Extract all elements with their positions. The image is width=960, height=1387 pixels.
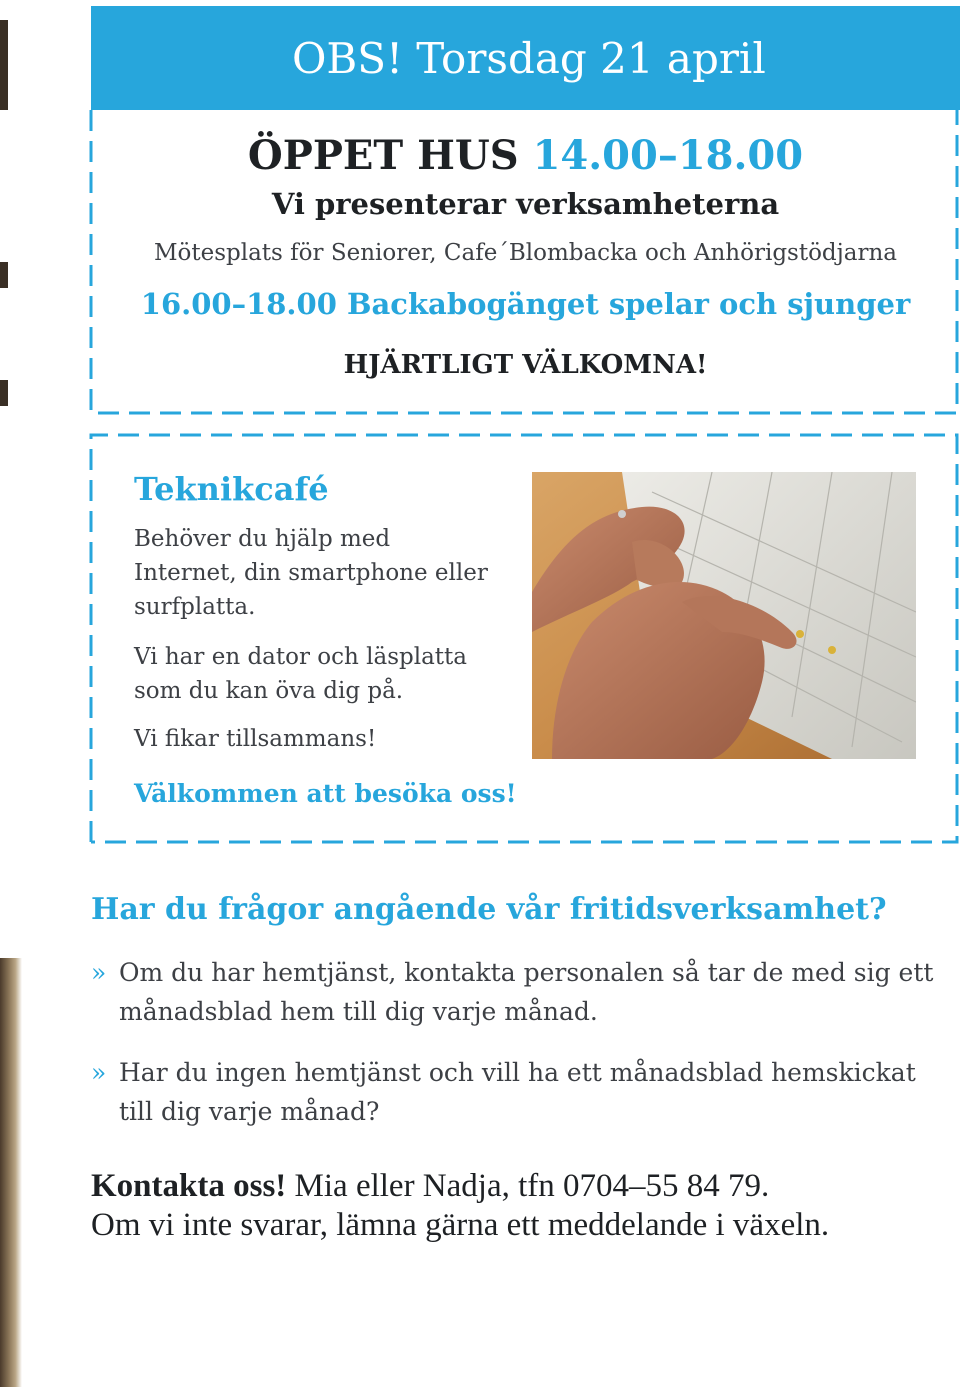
- page-edge-mark: [0, 262, 8, 288]
- teknikcafe-text: Vi fikar tillsammans!: [134, 726, 377, 752]
- contact-label: Kontakta oss!: [91, 1168, 287, 1204]
- keyboard-hands-photo: [532, 472, 916, 759]
- open-house-time: 14.00–18.00: [532, 132, 804, 179]
- open-house-subtitle: Vi presenterar verksamheterna: [271, 187, 780, 221]
- list-item: [91, 1053, 951, 1131]
- page-edge-photo: [0, 958, 22, 1387]
- contact-details: Mia eller Nadja, tfn 0704–55 84 79.: [294, 1168, 770, 1204]
- teknikcafe-title: Teknikcafé: [134, 470, 329, 508]
- list-item-text: Har du ingen hemtjänst och vill ha ett månadsblad hemskickat till dig varje månad?: [119, 1058, 916, 1126]
- teknikcafe-text: Behöver du hjälp med Internet, din smartphone eller surfplatta.: [134, 526, 488, 620]
- open-house-program: 16.00–18.00 Backabogänget spelar och sjunger: [140, 287, 911, 321]
- open-house-description: Mötesplats för Seniorer, Cafe´Blombacka och Anhörigstödjarna: [153, 240, 898, 266]
- list-item-text: Om du har hemtjänst, kontakta personalen så tar de med sig ett månadsblad hem till dig varje månad.: [119, 958, 934, 1026]
- page-edge-mark: [0, 20, 8, 110]
- list-item: [91, 953, 951, 1031]
- bullet-marker: »: [91, 1058, 107, 1087]
- open-house-welcome: HJÄRTLIGT VÄLKOMNA!: [343, 350, 708, 380]
- contact-note: Om vi inte svarar, lämna gärna ett meddelande i växeln.: [91, 1207, 830, 1243]
- date-banner: [91, 6, 960, 110]
- page-edge-mark: [0, 380, 8, 406]
- teknikcafe-text: Vi har en dator och läsplatta som du kan öva dig på.: [134, 644, 467, 704]
- banner-text: OBS! Torsdag 21 april: [292, 34, 766, 83]
- bullet-marker: »: [91, 958, 107, 987]
- questions-heading: Har du frågor angående vår fritidsverksamhet?: [91, 892, 887, 927]
- teknikcafe-welcome: Välkommen att besöka oss!: [134, 779, 517, 808]
- open-house-title: ÖPPET HUS 14.00–18.00: [247, 132, 804, 179]
- contact-line: [91, 1168, 769, 1205]
